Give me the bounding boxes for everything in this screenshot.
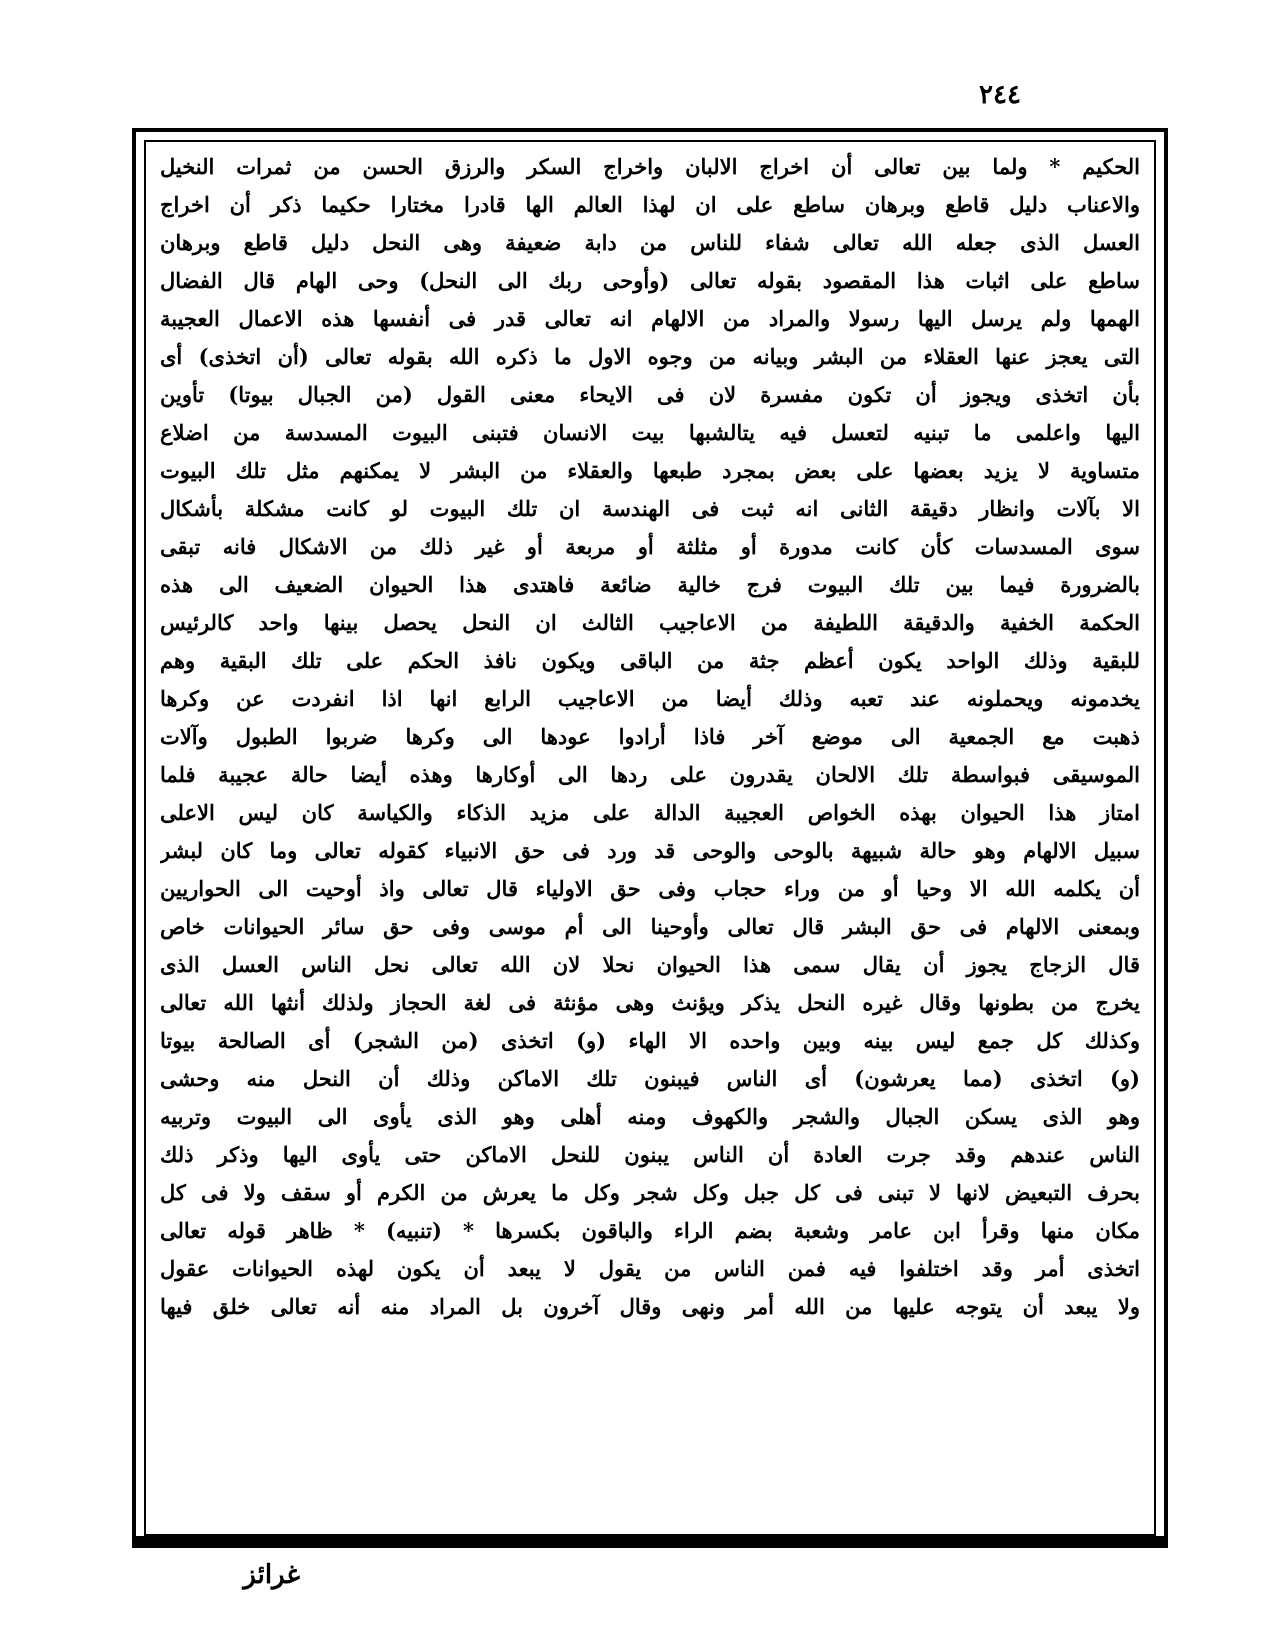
text-line: سبيل الالهام وهو حالة شبيهة بالوحى والوحى قد ورد فى حق الانبياء كقوله تعالى وما كان لبشر bbox=[160, 838, 1140, 863]
text-line: اتخذى أمر وقد اختلفوا فيه فمن الناس من يقول لا يبعد أن يكون لهذه الحيوانات عقول bbox=[160, 1256, 1140, 1281]
text-line: وبمعنى الالهام فى حق البشر قال تعالى وأوحينا الى أم موسى وفى حق سائر الحيوانات خاص bbox=[160, 914, 1140, 939]
text-line: متساوية لا يزيد بعضها على بعض بمجرد طبعها والعقلاء من البشر لا يمكنهم مثل تلك البيوت bbox=[160, 458, 1140, 483]
text-line: ساطع على اثبات هذا المقصود بقوله تعالى (وأوحى ربك الى النحل) وحى الهام قال الفضال bbox=[160, 268, 1140, 293]
text-line: مكان منها وقرأ ابن عامر وشعبة بضم الراء والباقون بكسرها * (تنبيه) * ظاهر قوله تعالى bbox=[160, 1218, 1140, 1243]
text-line: الا بآلات وانظار دقيقة الثانى انه ثبت فى الهندسة ان تلك البيوت لو كانت مشكلة بأشكال bbox=[160, 496, 1140, 521]
text-line: امتاز هذا الحيوان بهذه الخواص العجيبة الدالة على مزيد الذكاء والكياسة كان ليس الاعلى bbox=[160, 800, 1140, 825]
text-line: بحرف التبعيض لانها لا تبنى فى كل جبل وكل شجر وكل ما يعرش من الكرم أو سقف ولا فى كل bbox=[160, 1180, 1140, 1205]
text-line: وهو الذى يسكن الجبال والشجر والكهوف ومنه أهلى وهو الذى يأوى الى البيوت وتربيه bbox=[160, 1104, 1140, 1129]
text-line: أن يكلمه الله الا وحيا أو من وراء حجاب وفى حق الاولياء قال تعالى واذ أوحيت الى الحواريين bbox=[160, 876, 1140, 901]
text-line: يخرج من بطونها وقال غيره النحل يذكر ويؤنث وهى مؤنثة فى لغة الحجاز ولذلك أنثها الله تعالى bbox=[160, 990, 1140, 1015]
text-line: ولا يبعد أن يتوجه عليها من الله أمر ونهى وقال آخرون بل المراد منه أنه تعالى خلق فيها bbox=[160, 1294, 1140, 1319]
text-line: والاعناب دليل قاطع وبرهان ساطع على ان لهذا العالم الها قادرا مختارا حكيما ذكر أن اخراج bbox=[160, 192, 1140, 217]
text-line: قال الزجاج يجوز أن يقال سمى هذا الحيوان نحلا لان الله تعالى نحل الناس العسل الذى bbox=[160, 952, 1140, 977]
text-line: يخدمونه ويحملونه عند تعبه وذلك أيضا من الاعاجيب الرابع انها اذا انفردت عن وكرها bbox=[160, 686, 1140, 711]
text-line: اليها واعلمى ما تبنيه لتعسل فيه يتالشبها بيت الانسان فتبنى البيوت المسدسة من اضلاع bbox=[160, 420, 1140, 445]
text-line: وكذلك كل جمع ليس بينه وبين واحده الا الهاء (و) اتخذى (من الشجر) أى الصالحة بيوتا bbox=[160, 1028, 1140, 1053]
page-number: ٢٤٤ bbox=[979, 80, 1021, 110]
text-line: بالضرورة فيما بين تلك البيوت فرج خالية ضائعة فاهتدى هذا الحيوان الضعيف الى هذه bbox=[160, 572, 1140, 597]
text-line: الحكمة الخفية والدقيقة اللطيفة من الاعاجيب الثالث ان النحل يحصل بينها واحد كالرئيس bbox=[160, 610, 1140, 635]
text-line: الناس عندهم وقد جرت العادة أن الناس يبنون للنحل الاماكن حتى يأوى اليها وذكر ذلك bbox=[160, 1142, 1140, 1167]
text-line: التى يعجز عنها العقلاء من البشر وبيانه من وجوه الاول ما ذكره الله بقوله تعالى (أن اتخذى) أى bbox=[160, 344, 1140, 369]
text-line: الهمها ولم يرسل اليها رسولا والمراد من الالهام انه تعالى قدر فى أنفسها هذه الاعمال العجيبة bbox=[160, 306, 1140, 331]
text-line: ذهبت مع الجمعية الى موضع آخر فاذا أرادوا عودها الى وكرها ضربوا الطبول وآلات bbox=[160, 724, 1140, 749]
text-line: بأن اتخذى ويجوز أن تكون مفسرة لان فى الايحاء معنى القول (من الجبال بيوتا) تأوين bbox=[160, 382, 1140, 407]
text-line: سوى المسدسات كأن كانت مدورة أو مثلثة أو مربعة أو غير ذلك من الاشكال فانه تبقى bbox=[160, 534, 1140, 559]
catchword: غرائز bbox=[243, 1560, 300, 1590]
text-line: العسل الذى جعله الله تعالى شفاء للناس من دابة ضعيفة وهى النحل دليل قاطع وبرهان bbox=[160, 230, 1140, 255]
text-block bbox=[160, 148, 1140, 1528]
frame-bottom-rule bbox=[132, 1536, 1168, 1548]
text-line: (و) اتخذى (مما يعرشون) أى الناس فيبنون تلك الاماكن وذلك أن النحل منه وحشى bbox=[160, 1066, 1140, 1091]
text-line: الموسيقى فبواسطة تلك الالحان يقدرون على ردها الى أوكارها وهذه أيضا حالة عجيبة فلما bbox=[160, 762, 1140, 787]
text-line: للبقية وذلك الواحد يكون أعظم جثة من الباقى ويكون نافذ الحكم على تلك البقية وهم bbox=[160, 648, 1140, 673]
text-line: الحكيم * ولما بين تعالى أن اخراج الالبان واخراج السكر والرزق الحسن من ثمرات النخيل bbox=[160, 154, 1140, 179]
